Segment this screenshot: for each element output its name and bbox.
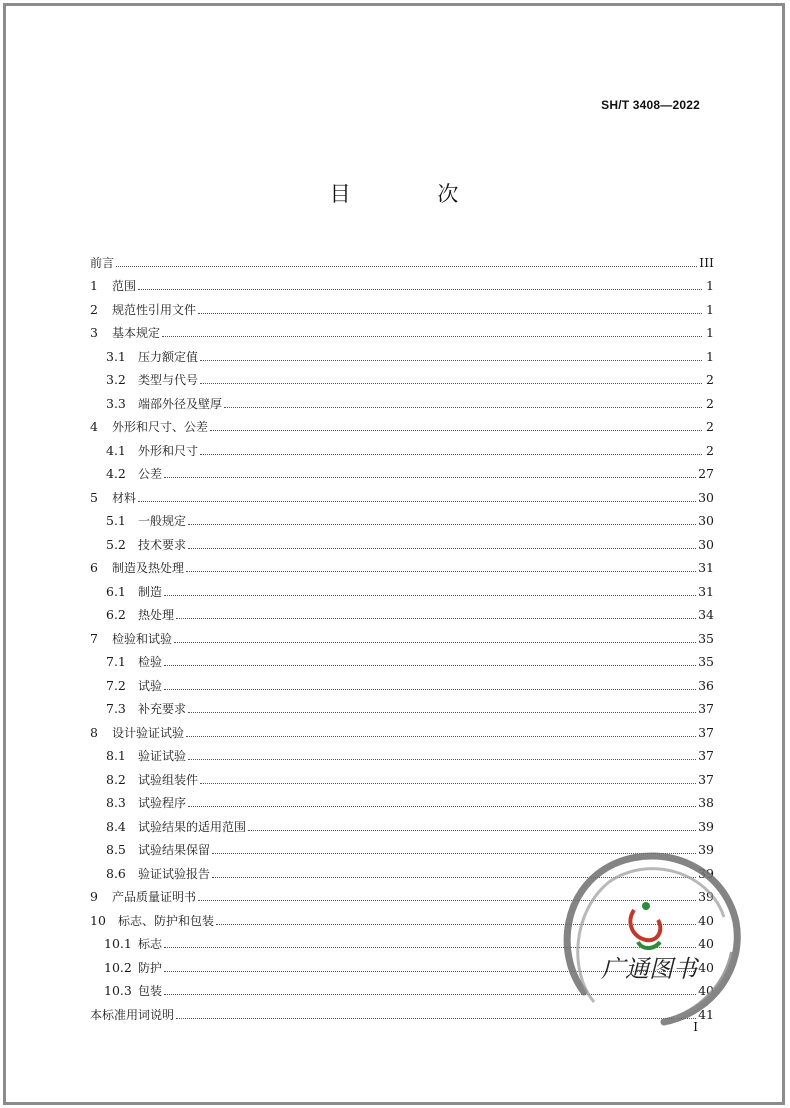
toc-leader-dots bbox=[162, 335, 702, 337]
toc-entry-page: 41 bbox=[698, 1006, 714, 1022]
toc-leader-dots bbox=[188, 547, 696, 549]
toc-entry-number: 6 bbox=[90, 560, 98, 575]
toc-entry[interactable] bbox=[88, 904, 714, 928]
toc-entry-page: III bbox=[699, 254, 714, 270]
toc-entry-label: 试验结果保留 bbox=[138, 843, 211, 857]
toc-leader-dots bbox=[212, 876, 696, 878]
toc-entry-page: 40 bbox=[698, 912, 714, 928]
toc-entry[interactable] bbox=[88, 975, 714, 999]
toc-entry-page: 37 bbox=[698, 701, 714, 716]
toc-entry-number: 8.5 bbox=[106, 842, 126, 857]
toc-entry-page: 30 bbox=[698, 489, 714, 505]
toc-entry-label: 前言 bbox=[90, 255, 115, 270]
toc-entry-label: 标志 bbox=[138, 937, 163, 951]
toc-leader-dots bbox=[164, 664, 696, 666]
toc-entry[interactable] bbox=[88, 716, 714, 740]
toc-leader-dots bbox=[200, 359, 702, 361]
toc-leader-dots bbox=[216, 923, 696, 925]
toc-entry-page: 31 bbox=[698, 583, 714, 599]
toc-entry-page: 31 bbox=[698, 560, 714, 575]
toc-entry-page: 36 bbox=[698, 677, 714, 693]
toc-entry-number: 8.2 bbox=[106, 771, 126, 787]
toc-entry[interactable] bbox=[88, 458, 714, 482]
toc-entry-label: 检验和试验 bbox=[112, 631, 173, 646]
toc-entry-label: 材料 bbox=[112, 490, 137, 505]
toc-entry-label: 标志、防护和包装 bbox=[118, 913, 215, 928]
toc-entry-number: 3.2 bbox=[106, 372, 126, 387]
standard-code: SH/T 3408—2022 bbox=[601, 98, 700, 112]
toc-entry-number: 10.1 bbox=[104, 936, 132, 951]
toc-leader-dots bbox=[138, 288, 702, 290]
toc-entry[interactable] bbox=[88, 951, 714, 975]
toc-entry-number: 7.3 bbox=[106, 701, 126, 716]
toc-entry-page: 2 bbox=[706, 419, 714, 434]
toc-entry-number: 10 bbox=[90, 912, 106, 928]
toc-entry-page: 37 bbox=[698, 724, 714, 740]
toc-leader-dots bbox=[248, 829, 696, 831]
table-of-contents bbox=[88, 246, 714, 1022]
toc-entry[interactable] bbox=[88, 622, 714, 646]
toc-entry-number: 3 bbox=[90, 325, 98, 340]
toc-leader-dots bbox=[186, 735, 696, 737]
toc-entry-label: 范围 bbox=[112, 279, 137, 293]
toc-leader-dots bbox=[200, 782, 696, 784]
toc-entry-number: 5 bbox=[90, 489, 98, 505]
toc-entry-label: 验证试验报告 bbox=[138, 866, 211, 881]
toc-entry[interactable] bbox=[88, 646, 714, 670]
toc-entry-label: 技术要求 bbox=[138, 537, 187, 552]
toc-leader-dots bbox=[176, 617, 696, 619]
toc-entry-label: 端部外径及壁厚 bbox=[138, 396, 223, 411]
toc-leader-dots bbox=[164, 476, 696, 478]
toc-entry-label: 验证试验 bbox=[138, 749, 187, 763]
toc-entry-label: 制造 bbox=[138, 584, 163, 599]
toc-entry-page: 1 bbox=[706, 348, 714, 364]
toc-leader-dots bbox=[138, 500, 696, 502]
toc-entry-page: 2 bbox=[706, 395, 714, 411]
toc-leader-dots bbox=[164, 946, 696, 948]
toc-entry-number: 7.2 bbox=[106, 677, 126, 693]
toc-entry-page: 37 bbox=[698, 748, 714, 763]
toc-entry-page: 1 bbox=[706, 278, 714, 293]
toc-entry-label: 设计验证试验 bbox=[112, 725, 185, 740]
toc-entry-number: 7 bbox=[90, 630, 98, 646]
toc-entry-page: 40 bbox=[698, 959, 714, 975]
toc-entry-number: 4.1 bbox=[106, 442, 126, 458]
toc-entry-page: 39 bbox=[698, 889, 714, 904]
toc-entry-page: 40 bbox=[698, 983, 714, 998]
toc-entry-number: 8.6 bbox=[106, 865, 126, 881]
toc-entry[interactable] bbox=[88, 881, 714, 905]
toc-entry-page: 35 bbox=[698, 654, 714, 669]
toc-entry-number: 2 bbox=[90, 301, 98, 317]
stamp-text: 广通图书 bbox=[601, 955, 697, 983]
toc-leader-dots bbox=[164, 970, 696, 972]
toc-entry-page: 35 bbox=[698, 630, 714, 646]
toc-entry-number: 6.1 bbox=[106, 583, 126, 599]
toc-entry[interactable] bbox=[88, 505, 714, 529]
toc-entry-number: 8 bbox=[90, 724, 98, 740]
toc-entry-page: 2 bbox=[706, 442, 714, 458]
toc-entry-page: 1 bbox=[706, 325, 714, 340]
toc-entry-page: 37 bbox=[698, 771, 714, 787]
toc-entry[interactable] bbox=[88, 740, 714, 764]
toc-entry[interactable] bbox=[88, 293, 714, 317]
toc-leader-dots bbox=[164, 594, 696, 596]
toc-entry-label: 补充要求 bbox=[138, 702, 187, 716]
toc-entry[interactable] bbox=[88, 998, 714, 1022]
toc-entry-label: 试验 bbox=[138, 678, 163, 693]
toc-entry-label: 基本规定 bbox=[112, 326, 161, 340]
toc-entry[interactable] bbox=[88, 857, 714, 881]
toc-entry-page: 30 bbox=[698, 513, 714, 528]
toc-entry-label: 类型与代号 bbox=[138, 373, 199, 387]
toc-entry-label: 本标准用词说明 bbox=[90, 1007, 175, 1022]
toc-entry-page: 30 bbox=[698, 536, 714, 552]
toc-entry[interactable] bbox=[88, 411, 714, 435]
toc-entry-number: 8.4 bbox=[106, 818, 126, 834]
toc-leader-dots bbox=[188, 758, 696, 760]
toc-entry[interactable] bbox=[88, 270, 714, 294]
toc-entry-page: 2 bbox=[706, 372, 714, 387]
toc-entry[interactable] bbox=[88, 364, 714, 388]
toc-entry-label: 外形和尺寸 bbox=[138, 443, 199, 458]
toc-leader-dots bbox=[210, 429, 702, 431]
toc-entry-number: 5.2 bbox=[106, 536, 126, 552]
toc-entry-page: 27 bbox=[698, 466, 714, 481]
toc-entry-number: 6.2 bbox=[106, 607, 126, 622]
toc-leader-dots bbox=[212, 852, 696, 854]
toc-entry-page: 34 bbox=[698, 607, 714, 622]
toc-leader-dots bbox=[188, 523, 696, 525]
toc-entry-label: 公差 bbox=[138, 467, 163, 481]
toc-entry-label: 包装 bbox=[138, 984, 163, 998]
toc-entry-number: 7.1 bbox=[106, 654, 126, 669]
toc-entry-page: 39 bbox=[698, 818, 714, 834]
toc-leader-dots bbox=[116, 265, 697, 267]
toc-leader-dots bbox=[164, 993, 696, 995]
toc-entry-page: 38 bbox=[698, 795, 714, 810]
toc-leader-dots bbox=[188, 805, 696, 807]
page-number: I bbox=[693, 1020, 698, 1034]
toc-entry[interactable] bbox=[88, 763, 714, 787]
toc-entry-number: 4 bbox=[90, 419, 98, 434]
toc-entry[interactable] bbox=[88, 669, 714, 693]
toc-entry-number: 8.1 bbox=[106, 748, 126, 763]
toc-leader-dots bbox=[188, 711, 696, 713]
toc-entry-label: 制造及热处理 bbox=[112, 561, 185, 575]
toc-entry[interactable] bbox=[88, 928, 714, 952]
toc-entry[interactable] bbox=[88, 387, 714, 411]
toc-leader-dots bbox=[164, 688, 696, 690]
toc-entry[interactable] bbox=[88, 317, 714, 341]
toc-entry-number: 8.3 bbox=[106, 795, 126, 810]
toc-leader-dots bbox=[174, 641, 696, 643]
toc-entry-label: 试验结果的适用范围 bbox=[138, 819, 247, 834]
toc-entry-number: 3.3 bbox=[106, 395, 126, 411]
toc-entry-page: 39 bbox=[698, 842, 714, 857]
toc-entry-label: 试验组装件 bbox=[138, 772, 199, 787]
toc-entry-number: 4.2 bbox=[106, 466, 126, 481]
toc-entry[interactable] bbox=[88, 787, 714, 811]
toc-entry-number: 5.1 bbox=[106, 513, 126, 528]
toc-entry-number: 3.1 bbox=[106, 348, 126, 364]
toc-leader-dots bbox=[224, 406, 702, 408]
toc-entry-page: 1 bbox=[706, 301, 714, 317]
toc-entry-number: 10.2 bbox=[104, 959, 132, 975]
toc-leader-dots bbox=[176, 1017, 696, 1019]
toc-leader-dots bbox=[200, 453, 702, 455]
toc-entry[interactable] bbox=[88, 246, 714, 270]
toc-entry[interactable] bbox=[88, 528, 714, 552]
toc-entry[interactable] bbox=[88, 481, 714, 505]
toc-leader-dots bbox=[200, 382, 702, 384]
toc-entry-label: 产品质量证明书 bbox=[112, 890, 197, 904]
toc-leader-dots bbox=[198, 312, 702, 314]
toc-entry-label: 压力额定值 bbox=[138, 349, 199, 364]
toc-entry[interactable] bbox=[88, 693, 714, 717]
toc-entry-label: 热处理 bbox=[138, 608, 175, 622]
toc-entry-label: 防护 bbox=[138, 960, 163, 975]
toc-entry[interactable] bbox=[88, 340, 714, 364]
toc-entry-label: 规范性引用文件 bbox=[112, 302, 197, 317]
toc-entry[interactable] bbox=[88, 434, 714, 458]
toc-entry[interactable] bbox=[88, 810, 714, 834]
toc-leader-dots bbox=[198, 899, 696, 901]
toc-entry-label: 试验程序 bbox=[138, 796, 187, 810]
toc-entry-number: 1 bbox=[90, 278, 98, 293]
toc-entry[interactable] bbox=[88, 834, 714, 858]
toc-entry[interactable] bbox=[88, 552, 714, 576]
toc-entry-label: 检验 bbox=[138, 655, 163, 669]
toc-entry-label: 一般规定 bbox=[138, 514, 187, 528]
toc-entry[interactable] bbox=[88, 599, 714, 623]
toc-entry-label: 外形和尺寸、公差 bbox=[112, 420, 209, 434]
toc-entry-number: 9 bbox=[90, 889, 98, 904]
toc-entry[interactable] bbox=[88, 575, 714, 599]
toc-title: 目 次 bbox=[329, 182, 499, 206]
toc-leader-dots bbox=[186, 570, 696, 572]
toc-entry-page: 39 bbox=[698, 865, 714, 881]
document-page bbox=[3, 3, 785, 1105]
toc-entry-number: 10.3 bbox=[104, 983, 132, 998]
toc-entry-page: 40 bbox=[698, 936, 714, 951]
